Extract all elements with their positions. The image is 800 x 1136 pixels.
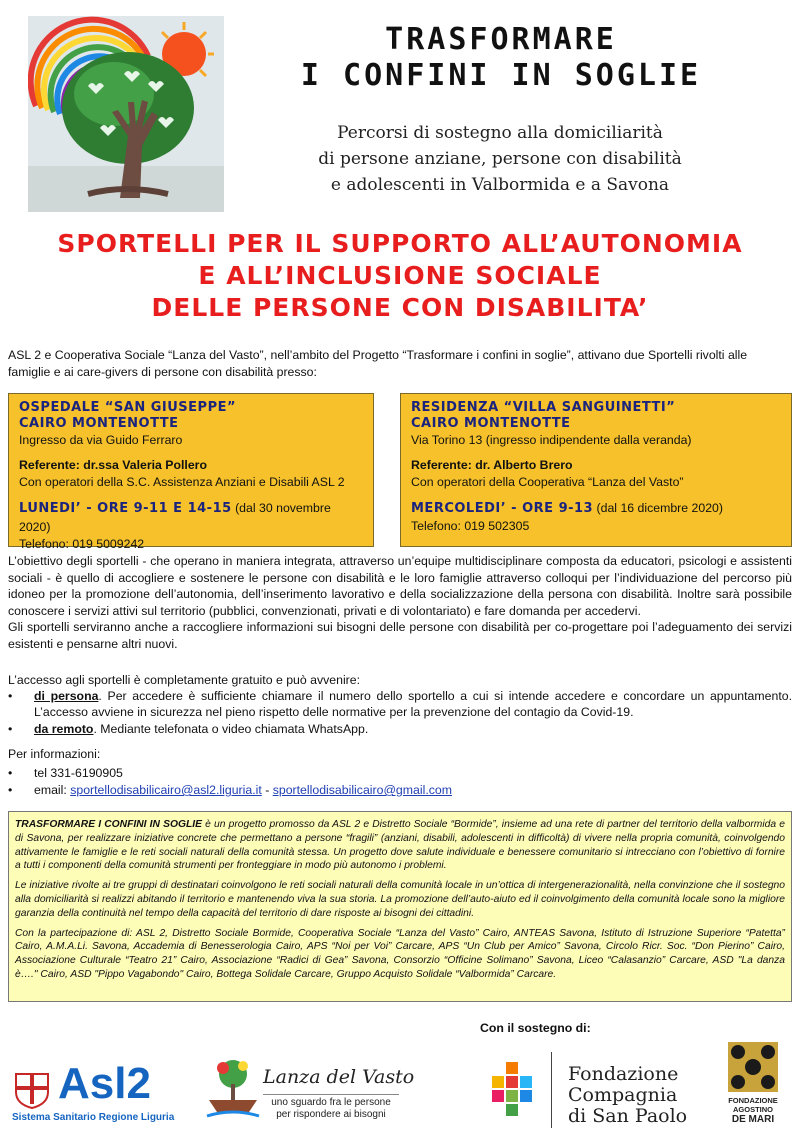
description-paragraph-2: Gli sportelli serviranno anche a raccogliere informazioni sui bisogni delle persone con disabilità per co-progettare poi l’adeguamento dei servizi esistenti e pensarne altri nuovi. <box>8 620 792 651</box>
email-link-asl[interactable]: sportellodisabilicairo@asl2.liguria.it <box>70 783 262 797</box>
box-left-referent: Referente: dr.ssa Valeria Pollero <box>19 458 207 472</box>
email-link-gmail[interactable]: sportellodisabilicairo@gmail.com <box>272 783 452 797</box>
fondazione-de-mari-logo: FONDAZIONE AGOSTINO DE MARI <box>716 1042 790 1132</box>
box-right-name: RESIDENZA “VILLA SANGUINETTI” CAIRO MONTENOTTE <box>411 400 676 431</box>
sportello-villa-box <box>400 393 792 547</box>
info-label: Per informazioni: <box>8 747 101 761</box>
liguria-shield-icon <box>12 1070 52 1110</box>
compagnia-mosaic-icon <box>486 1060 538 1124</box>
box-right-referent: Referente: dr. Alberto Brero <box>411 458 573 472</box>
bullet-icon: • <box>8 766 13 780</box>
compagnia-san-paolo-logo: Fondazione Compagnia di San Paolo <box>568 1063 688 1127</box>
box-right-schedule: MERCOLEDI’ - ORE 9-13 (dal 16 dicembre 2020) <box>411 501 723 516</box>
box-left-operators: Con operatori della S.C. Assistenza Anziani e Disabili ASL 2 <box>19 475 345 489</box>
box-left-phone: Telefono: 019 5009242 <box>19 537 145 551</box>
box-right-operators: Con operatori della Cooperativa “Lanza del Vasto” <box>411 475 684 489</box>
access-item-remote: • da remoto. Mediante telefonata o video chiamata WhatsApp. <box>8 722 369 736</box>
access-intro: L’accesso agli sportelli è completamente gratuito e può avvenire: <box>8 673 361 687</box>
project-paragraph-1: TRASFORMARE I CONFINI IN SOGLIE è un progetto promosso da ASL 2 e Distretto Sociale “Bormide”, insieme ad una rete di partner del territorio della valbormida e di Savona, per realizzare iniziative concrete che permettano a persone “fragili” (anziani, disabili, adolescenti in difficoltà) di vivere nella propria comunità, coinvolgendo attivamente le famiglie e le reti sociali naturali della comunità stessa. Un progetto dove salute individuale e benessere comunitario si intrecciano con l’obiettivo di fornire a tutti i componenti della comunità strumenti per fronteggiare in modo più autonomo i problemi. <box>15 819 785 872</box>
boat-tree-icon <box>205 1056 261 1122</box>
de-mari-pattern-icon <box>728 1042 778 1092</box>
bullet-icon: • <box>8 722 13 736</box>
info-email: • email: sportellodisabilicairo@asl2.liguria.it - sportellodisabilicairo@gmail.com <box>8 783 452 797</box>
bullet-icon: • <box>8 689 13 703</box>
logo-divider <box>551 1052 552 1128</box>
bullet-icon: • <box>8 783 13 797</box>
info-phone: • tel 331-6190905 <box>8 766 123 780</box>
description-paragraph-1: L’obiettivo degli sportelli - che operano in maniera integrata, attraverso un’equipe multidisciplinare composta da educatori, psicologi e assistenti sociali - è quello di accogliere e sostenere le persone con disabilità e le loro famiglie attraverso colloqui per l’individuazione del percorso più idoneo per la promozione dell’autonomia, dell’inserimento lavorativo e della socializzazione della persona con disabilità. Inoltre sarà possibile conoscere i servizi attivi sul territorio (pubblici, convenzionati, privati e di volontariato) e fare domanda per accedervi. <box>8 554 792 618</box>
project-paragraph-2: Le iniziative rivolte ai tre gruppi di destinatari coinvolgono le reti sociali naturali della comunità locale in un’ottica di intergenerazionalità, nella convinzione che il sostegno alla domiciliarità si realizzi abitando il territorio e mantenendo viva la sua storia. La promozione dell’auto-aiuto ed il coinvolgimento della comunità locale sono la migliore garanzia della continuità nel tempo della capacità del territorio di dare risposte ai bisogni dei cittadini. <box>15 880 785 919</box>
box-left-address: Ingresso da via Guido Ferraro <box>19 433 183 447</box>
main-title: TRASFORMARE I CONFINI IN SOGLIE <box>300 22 702 93</box>
subtitle: Percorsi di sostegno alla domiciliarità di persone anziane, persone con disabilità e adolescenti in Valbormida e a Savona <box>318 123 682 195</box>
description-text <box>8 553 792 653</box>
box-right-phone: Telefono: 019 502305 <box>411 519 530 533</box>
box-left-schedule: LUNEDI’ - ORE 9-11 E 14-15 (dal 30 novembre 2020) <box>19 501 331 534</box>
project-description-box <box>8 811 792 1002</box>
asl2-logo: Asl2 Sistema Sanitario Regione Liguria <box>12 1059 175 1123</box>
tree-hand-illustration <box>28 16 224 212</box>
sportello-ospedale-box <box>8 393 374 551</box>
box-left-name: OSPEDALE “SAN GIUSEPPE” CAIRO MONTENOTTE <box>19 400 237 431</box>
box-right-address: Via Torino 13 (ingresso indipendente dalla veranda) <box>411 433 692 447</box>
support-label: Con il sostegno di: <box>480 1021 591 1035</box>
intro-paragraph: ASL 2 e Cooperativa Sociale “Lanza del Vasto”, nell’ambito del Progetto “Trasformare i confini in soglie”, attivano due Sportelli rivolti alle famiglie e ai care-givers di persone con disabilità presso: <box>8 348 748 379</box>
red-heading: SPORTELLI PER IL SUPPORTO ALL’AUTONOMIA E ALL’INCLUSIONE SOCIALE DELLE PERSONE CON DISABILITA’ <box>57 229 743 322</box>
access-item-in-person: • di persona. Per accedere è sufficiente chiamare il numero dello sportello a cui si intende accedere e concordare un appuntamento. L’accesso avviene in sicurezza nel pieno rispetto delle normative per la prevenzione del contagio da Covid-19. <box>8 689 792 720</box>
lanza-del-vasto-logo: Lanza del Vasto uno sguardo fra le persone per rispondere ai bisogni <box>205 1052 400 1130</box>
project-partners: Con la partecipazione di: ASL 2, Distretto Sociale Bormide, Cooperativa Sociale “Lanza del Vasto” Cairo, ANTEAS Savona, Istituto di Istruzione Superiore “Patetta” Cairo, A.M.A.Li. Savona, Accademia di Benesserologia Cairo, APS “Noi per Voi” Carcare, APS “Un Club per Amico” Savona, Circolo Ricr. Soc. “Don Pierino” Cairo, Associazione Culturale “Teatro 21” Cairo, Associazione “Radici di Gea” Savona, Consorzio “Officine Solimano” Savona, Liceo “Calasanzio” Carcare, ASD "La danza è…." Cairo, ASD "Pippo Vagabondo" Cairo, Bottega Solidale Carcare, Gruppo Acquisto Solidale “Valbormida” Carcare. <box>15 927 785 980</box>
